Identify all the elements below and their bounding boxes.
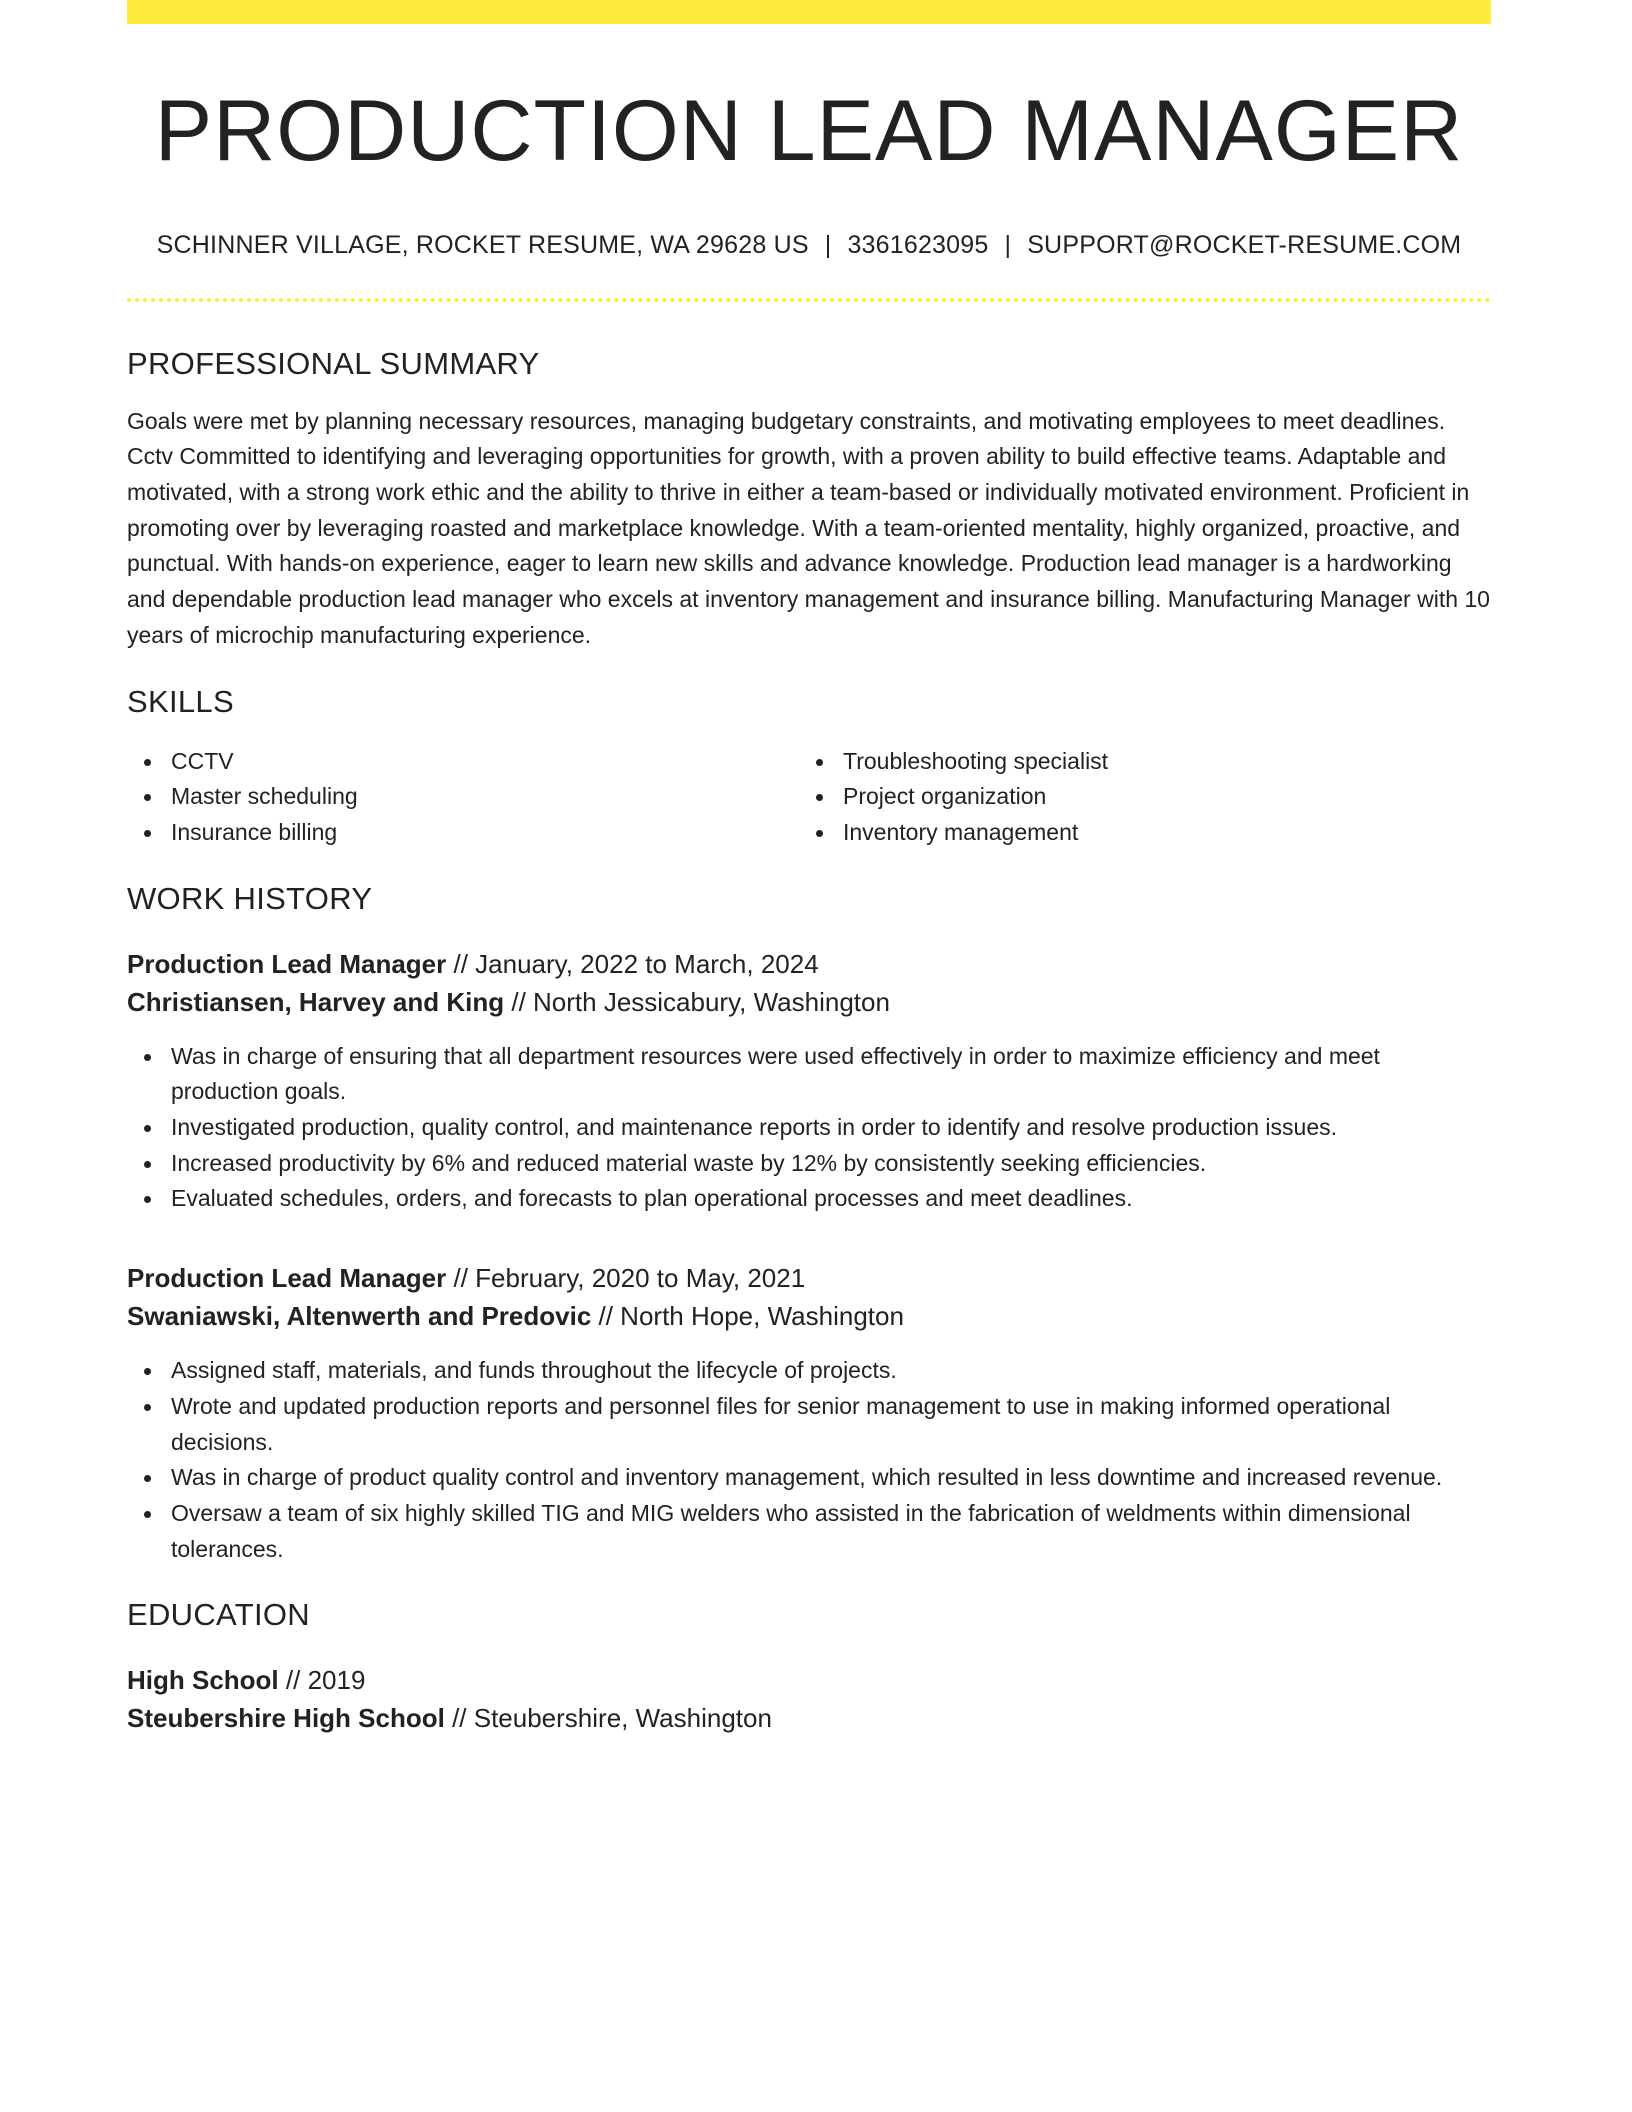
job-role-line [127, 945, 1491, 983]
job-dates: // January, 2022 to March, 2024 [453, 948, 819, 979]
skill-item: Insurance billing [127, 815, 799, 851]
education-section-title: EDUCATION [127, 1597, 310, 1633]
work-history-section-title: WORK HISTORY [127, 880, 373, 916]
resume-page [127, 0, 1491, 1737]
contact-phone: 3361623095 [847, 230, 989, 259]
education-school: Steubershire High School [127, 1703, 445, 1734]
job-bullet: Wrote and updated production reports and personnel files for senior management to use in making informed operational decisions. [127, 1389, 1491, 1460]
job-bullet: Increased productivity by 6% and reduced material waste by 12% by consistently seeking efficiencies. [127, 1146, 1491, 1182]
job-role-line [127, 1259, 1491, 1297]
job-location: // North Hope, Washington [598, 1301, 904, 1332]
education-location: // Steubershire, Washington [452, 1703, 772, 1734]
resume-name-heading: PRODUCTION LEAD MANAGER [154, 83, 1464, 179]
contact-line [127, 231, 1491, 260]
education-degree: High School [127, 1665, 279, 1696]
job-bullets [127, 1353, 1491, 1567]
job-bullets [127, 1039, 1491, 1218]
skill-item: Inventory management [799, 815, 1471, 851]
contact-email: SUPPORT@ROCKET-RESUME.COM [1027, 230, 1462, 259]
education-year: // 2019 [285, 1665, 366, 1696]
dotted-divider [127, 298, 1491, 302]
job-company-line [127, 983, 1491, 1021]
job-bullet: Investigated production, quality control, and maintenance reports in order to identify and resolve production issues. [127, 1110, 1491, 1146]
job-bullet: Was in charge of ensuring that all department resources were used effectively in order to maximize efficiency and meet production goals. [127, 1039, 1491, 1110]
skills-section-title: SKILLS [127, 683, 234, 719]
skills-list [127, 744, 1491, 851]
job-bullet: Was in charge of product quality control and inventory management, which resulted in less downtime and increased revenue. [127, 1460, 1491, 1496]
summary-text: Goals were met by planning necessary resources, managing budgetary constraints, and motivating employees to meet deadlines. Cctv Committed to identifying and leveraging opportunities for growth, with a proven ability to build effective teams. Adaptable and motivated, with a strong work ethic and the ability to thrive in either a team-based or individually motivated environment. Proficient in promoting over by leveraging roasted and marketplace knowledge. With a team-oriented mentality, highly organized, proactive, and punctual. With hands-on experience, eager to learn new skills and advance knowledge. Production lead manager is a hardworking and dependable production lead manager who excels at inventory management and insurance billing. Manufacturing Manager with 10 years of microchip manufacturing experience. [127, 407, 1490, 648]
summary-section-title: PROFESSIONAL SUMMARY [127, 345, 540, 381]
job-company: Christiansen, Harvey and King [127, 986, 505, 1017]
contact-separator: | [1004, 230, 1012, 259]
skill-item: Troubleshooting specialist [799, 744, 1471, 780]
accent-top-bar [127, 0, 1491, 24]
contact-separator: | [824, 230, 832, 259]
job-bullet: Oversaw a team of six highly skilled TIG and MIG welders who assisted in the fabrication of weldments within dimensional tolerances. [127, 1496, 1491, 1567]
skill-item: Project organization [799, 779, 1471, 815]
job-company: Swaniawski, Altenwerth and Predovic [127, 1301, 592, 1332]
job-bullet: Evaluated schedules, orders, and forecasts to plan operational processes and meet deadlines. [127, 1181, 1491, 1217]
skills-column-right [799, 744, 1471, 851]
education-entry [127, 1661, 1491, 1737]
job-company-line [127, 1297, 1491, 1335]
job-entry [127, 945, 1491, 1218]
job-role: Production Lead Manager [127, 1263, 447, 1294]
job-bullet: Assigned staff, materials, and funds throughout the lifecycle of projects. [127, 1353, 1491, 1389]
education-school-line [127, 1699, 1491, 1737]
job-role: Production Lead Manager [127, 948, 447, 979]
job-location: // North Jessicabury, Washington [511, 986, 890, 1017]
job-entry [127, 1259, 1491, 1567]
skill-item: Master scheduling [127, 779, 799, 815]
contact-address: SCHINNER VILLAGE, ROCKET RESUME, WA 29628 US [156, 230, 809, 259]
education-degree-line [127, 1661, 1491, 1699]
job-dates: // February, 2020 to May, 2021 [453, 1263, 806, 1294]
skills-column-left [127, 744, 799, 851]
skill-item: CCTV [127, 744, 799, 780]
